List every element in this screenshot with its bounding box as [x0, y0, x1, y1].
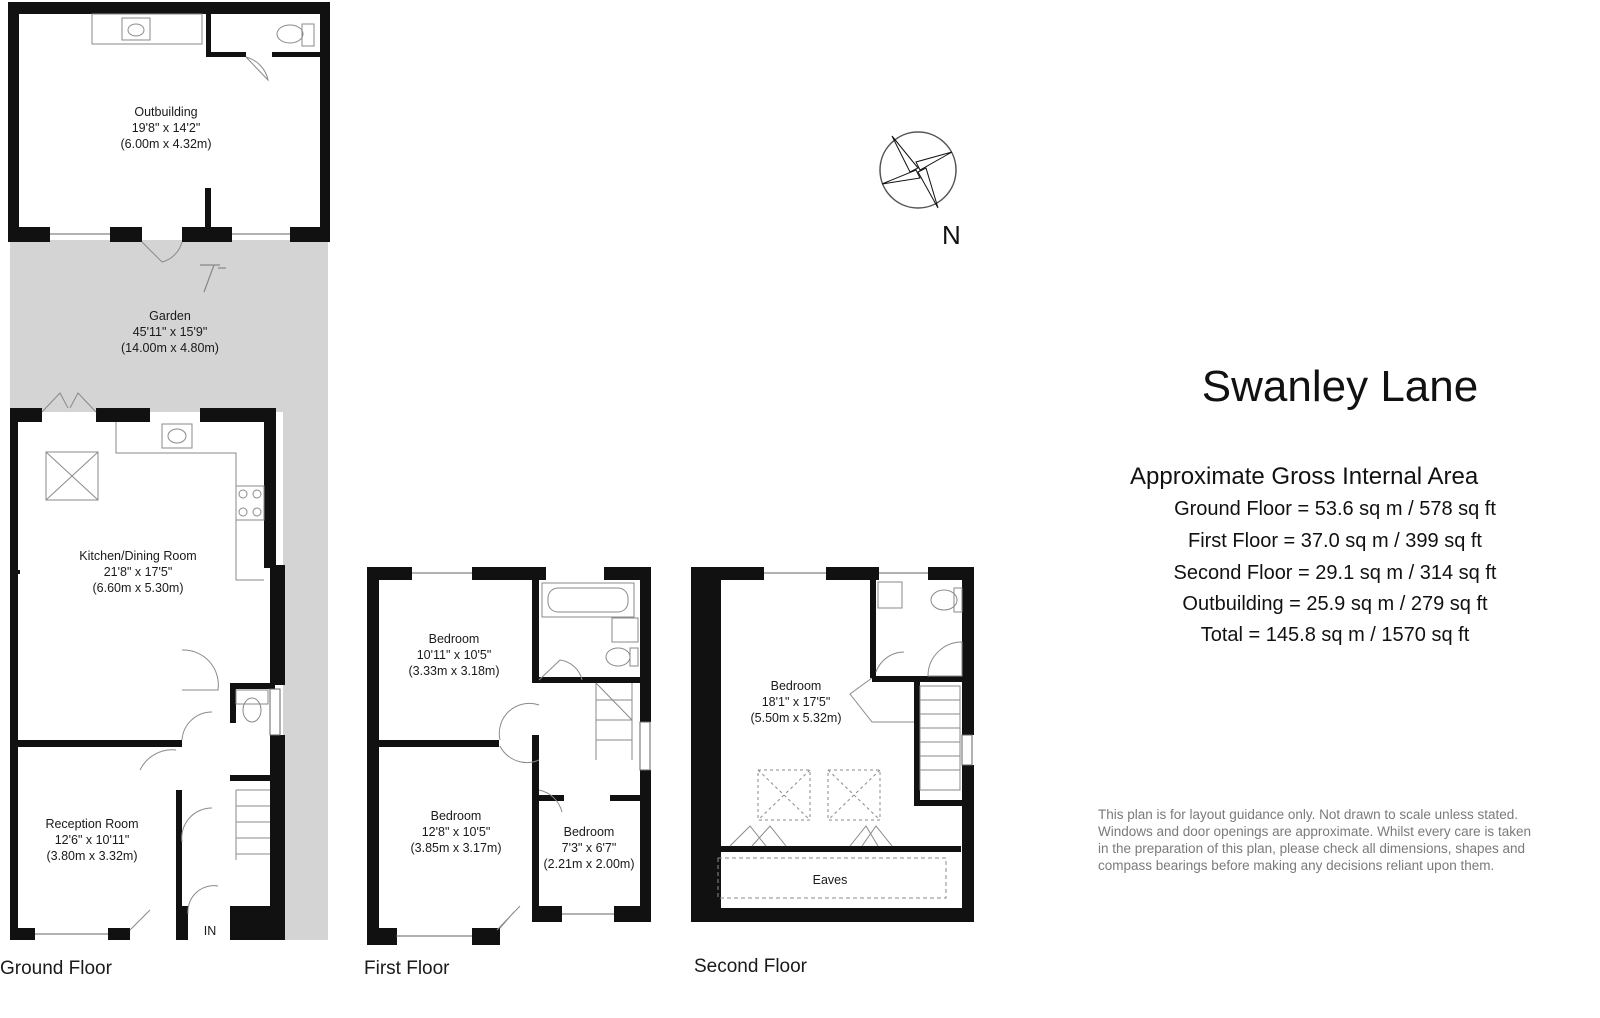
first-bed-rear-name: Bedroom [428, 632, 480, 646]
area-ground-floor: Ground Floor = 53.6 sq m / 578 sq ft [1174, 498, 1496, 520]
first-bed-front-imperial: 12'8" x 10'5" [421, 825, 491, 839]
first-bed-small-name: Bedroom [563, 825, 615, 839]
second-bed-name: Bedroom [770, 679, 822, 693]
area-second-floor: Second Floor = 29.1 sq m / 314 sq ft [1173, 562, 1497, 584]
outbuilding-metric: (6.00m x 4.32m) [120, 137, 212, 151]
garden-imperial: 45'11" x 15'9" [132, 325, 208, 339]
first-bed-small-metric: (2.21m x 2.00m) [543, 857, 635, 871]
compass-rose [880, 132, 956, 208]
first-bed-rear-imperial: 10'11" x 10'5" [416, 648, 492, 662]
disclaimer-line: Windows and door openings are approximate. Whilst every care is taken [1098, 824, 1531, 839]
area-outbuilding: Outbuilding = 25.9 sq m / 279 sq ft [1182, 593, 1488, 615]
area-heading: Approximate Gross Internal Area [1130, 463, 1479, 490]
first-floor-plan [367, 567, 651, 945]
first-bed-front-name: Bedroom [430, 809, 482, 823]
first-bed-rear-metric: (3.33m x 3.18m) [408, 664, 500, 678]
disclaimer [1098, 806, 1566, 874]
first-floor-label: First Floor [364, 958, 450, 979]
reception-name: Reception Room [45, 817, 139, 831]
second-floor-label: Second Floor [694, 956, 808, 977]
garden-name: Garden [149, 309, 191, 323]
first-bed-front-metric: (3.85m x 3.17m) [410, 841, 502, 855]
second-bed-imperial: 18'1" x 17'5" [761, 695, 831, 709]
second-floor-plan [691, 567, 974, 922]
disclaimer-line: This plan is for layout guidance only. Not drawn to scale unless stated. [1098, 807, 1518, 822]
area-first-floor: First Floor = 37.0 sq m / 399 sq ft [1187, 530, 1482, 552]
outbuilding-name: Outbuilding [134, 105, 198, 119]
reception-imperial: 12'6" x 10'11" [54, 833, 130, 847]
property-title: Swanley Lane [1201, 362, 1479, 411]
disclaimer-line: in the preparation of this plan, please check all dimensions, shapes and [1098, 841, 1526, 856]
ground-floor-label: Ground Floor [0, 958, 112, 979]
eaves-label: Eaves [812, 873, 848, 887]
first-bed-small-imperial: 7'3" x 6'7" [561, 841, 617, 855]
area-total: Total = 145.8 sq m / 1570 sq ft [1200, 624, 1470, 646]
kitchen-imperial: 21'8" x 17'5" [103, 565, 173, 579]
outbuilding-imperial: 19'8" x 14'2" [131, 121, 201, 135]
second-bed-metric: (5.50m x 5.32m) [750, 711, 842, 725]
disclaimer-line: compass bearings before making any decisions reliant upon them. [1098, 858, 1495, 873]
entrance-label: IN [203, 924, 217, 938]
first-floor-fixtures [396, 573, 650, 936]
reception-metric: (3.80m x 3.32m) [46, 849, 138, 863]
garden-metric: (14.00m x 4.80m) [121, 341, 219, 355]
compass-north-label: N [942, 220, 961, 250]
kitchen-metric: (6.60m x 5.30m) [92, 581, 184, 595]
kitchen-name: Kitchen/Dining Room [79, 549, 197, 563]
